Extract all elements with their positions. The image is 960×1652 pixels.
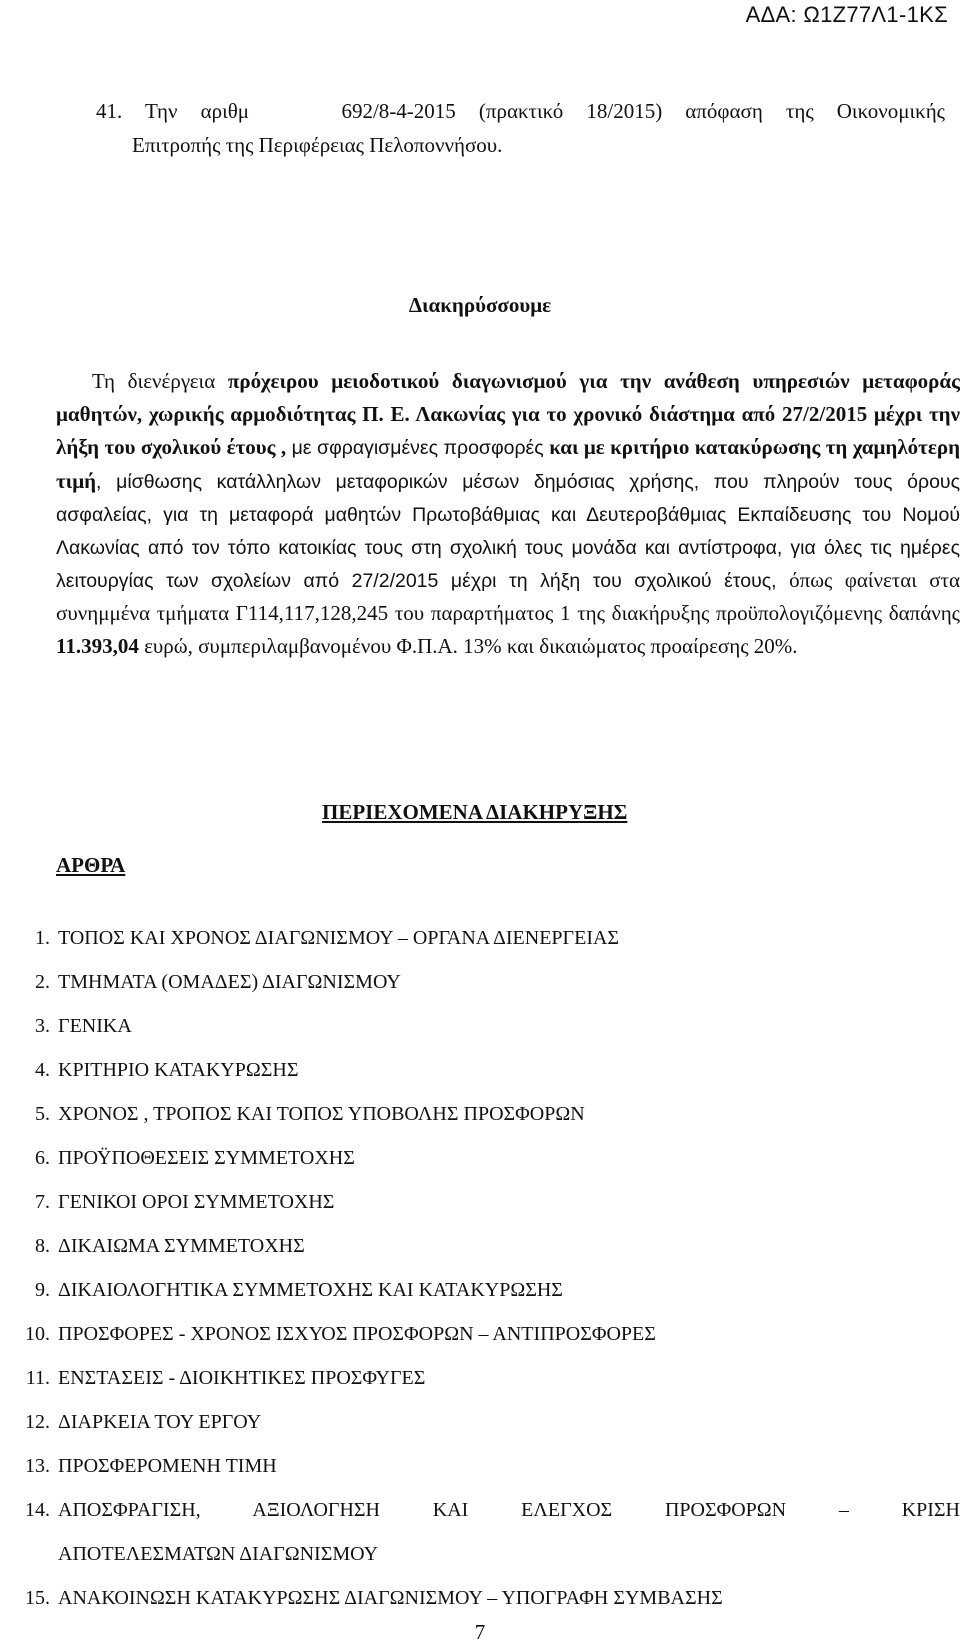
toc-item [0,1400,960,1444]
toc-item-text-line2: ΑΠΟΤΕΛΕΣΜΑΤΩΝ ΔΙΑΓΩΝΙΣΜΟΥ [58,1543,379,1565]
toc-item-text: ΕΝΣΤΑΣΕΙΣ - ΔΙΟΙΚΗΤΙΚΕΣ ΠΡΟΣΦΥΓΕΣ [58,1367,426,1389]
toc-item-number: 7. [35,1191,50,1213]
toc-item-text-line1: ΑΠΟΣΦΡΑΓΙΣΗ, ΑΞΙΟΛΟΓΗΣΗ ΚΑΙ ΕΛΕΓΧΟΣ ΠΡΟΣΦΟΡΩΝ – ΚΡΙΣΗ [58,1499,960,1521]
para-budget-amount: 11.393,04 [56,634,139,659]
toc-item-text: ΔΙΚΑΙΩΜΑ ΣΥΜΜΕΤΟΧΗΣ [58,1235,305,1257]
toc-item [0,916,960,960]
toc-item-text: ΠΡΟΫΠΟΘΕΣΕΙΣ ΣΥΜΜΕΤΟΧΗΣ [58,1147,355,1169]
toc-item-number: 11. [25,1367,50,1389]
toc-item-text: ΚΡΙΤΗΡΙΟ ΚΑΤΑΚΥΡΩΣΗΣ [58,1059,299,1081]
toc-item [0,1224,960,1268]
toc-item-number: 6. [35,1147,50,1169]
para-segment-2: πρόχειρου μειοδοτικού διαγωνισμού για την ανάθεση υπηρεσιών μεταφοράς μαθητών, χωρικής αρμοδιότητας Π. Ε. Λακωνίας για το χρονικό διάστημα από 27/2/2015 μέχρι την λήξη του σχολικού έτους , [56,369,960,460]
ada-header: ΑΔΑ: Ω1Ζ77Λ1-1ΚΣ [745,2,948,27]
proclamation-heading: Διακηρύσσουμε [408,293,552,317]
toc-item [0,1268,960,1312]
page-number: 7 [474,1620,486,1644]
toc-item-text: ΑΝΑΚΟΙΝΩΣΗ ΚΑΤΑΚΥΡΩΣΗΣ ΔΙΑΓΩΝΙΣΜΟΥ – ΥΠΟΓΡΑΦΗ ΣΥΜΒΑΣΗΣ [58,1587,723,1609]
toc-item [0,1180,960,1224]
toc-item-text: ΤΜΗΜΑΤΑ (ΟΜΑΔΕΣ) ΔΙΑΓΩΝΙΣΜΟΥ [58,971,401,993]
toc-item-text [58,1488,960,1576]
para-segment-6: όπως φαίνεται στα συνημμένα τμήματα Γ114,117,128,245 του παραρτήματος 1 της διακήρυξης προϋπολογιζόμενης δαπάνης [56,568,960,626]
toc-item-text: ΠΡΟΣΦΟΡΕΣ - ΧΡΟΝΟΣ ΙΣΧΥΟΣ ΠΡΟΣΦΟΡΩΝ – ΑΝΤΙΠΡΟΣΦΟΡΕΣ [58,1323,656,1345]
toc-item [0,1488,960,1576]
toc-item-number: 13. [25,1455,50,1477]
decision-reference-line2: Επιτροπής της Περιφέρειας Πελοποννήσου. [132,132,503,157]
toc-item-number: 9. [35,1279,50,1301]
toc-item [0,1576,960,1620]
para-segment-4: και με κριτήριο κατακύρωσης τη χαμηλότερη τιμή [56,435,960,493]
toc-item [0,1444,960,1488]
toc-item [0,960,960,1004]
toc-item [0,1092,960,1136]
toc-item-number: 3. [35,1015,50,1037]
para-segment-3: με σφραγισμένες προσφορές [291,437,550,460]
toc-item [0,1136,960,1180]
toc-item-text: ΔΙΚΑΙΟΛΟΓΗΤΙΚΑ ΣΥΜΜΕΤΟΧΗΣ ΚΑΙ ΚΑΤΑΚΥΡΩΣΗΣ [58,1279,563,1301]
decision-reference-item [96,95,960,162]
toc-item [0,1004,960,1048]
table-of-contents [0,916,960,1620]
toc-item [0,1312,960,1356]
contents-title: ΠΕΡΙΕΧΟΜΕΝΑ ΔΙΑΚΗΡΥΞΗΣ [322,800,628,824]
toc-item-text: ΤΟΠΟΣ ΚΑΙ ΧΡΟΝΟΣ ΔΙΑΓΩΝΙΣΜΟΥ – ΟΡΓΑΝΑ ΔΙΕΝΕΡΓΕΙΑΣ [58,927,620,949]
toc-item-text: ΓΕΝΙΚΑ [58,1015,132,1037]
toc-item-number: 5. [35,1103,50,1125]
toc-item [0,1048,960,1092]
toc-item-number: 4. [35,1059,50,1081]
para-segment-1: Τη διενέργεια [92,369,228,393]
para-segment-5: , μίσθωσης κατάλληλων μεταφορικών μέσων δημόσιας χρήσης, που πληρούν τους όρους ασφαλείας, για τη μεταφορά μαθητών Πρωτοβάθμιας και Δευτεροβάθμιας Εκπαίδευσης του Νομού Λακωνίας από τον τόπο κατοικίας τους στη σχολική τους μονάδα και αντίστροφα, για όλες τις ημέρες λειτουργίας των σχολείων από 27/2/2015 μέχρι τη λήξη του σχολικού έτους, [56,470,960,593]
toc-item-number: 10. [25,1323,50,1345]
proclamation-paragraph [56,365,960,664]
toc-item-number: 2. [35,971,50,993]
toc-item-number: 14. [25,1499,50,1521]
toc-item-text: ΧΡΟΝΟΣ , ΤΡΟΠΟΣ ΚΑΙ ΤΟΠΟΣ ΥΠΟΒΟΛΗΣ ΠΡΟΣΦΟΡΩΝ [58,1103,585,1125]
toc-item [0,1356,960,1400]
toc-item-number: 12. [25,1411,50,1433]
decision-reference-line1: 41. Την αριθμ 692/8-4-2015 (πρακτικό 18/2015) απόφαση της Οικονομικής [96,99,945,123]
toc-item-text: ΔΙΑΡΚΕΙΑ ΤΟΥ ΕΡΓΟΥ [58,1411,262,1433]
articles-label: ΑΡΘΡΑ [56,853,126,877]
toc-item-text: ΓΕΝΙΚΟΙ ΟΡΟΙ ΣΥΜΜΕΤΟΧΗΣ [58,1191,335,1213]
toc-item-number: 15. [25,1587,50,1609]
toc-item-text: ΠΡΟΣΦΕΡΟΜΕΝΗ ΤΙΜΗ [58,1455,277,1477]
para-segment-8: ευρώ, συμπεριλαμβανομένου Φ.Π.Α. 13% και δικαιώματος προαίρεσης 20%. [138,634,798,659]
toc-item-number: 1. [35,927,50,949]
toc-item-number: 8. [35,1235,50,1257]
